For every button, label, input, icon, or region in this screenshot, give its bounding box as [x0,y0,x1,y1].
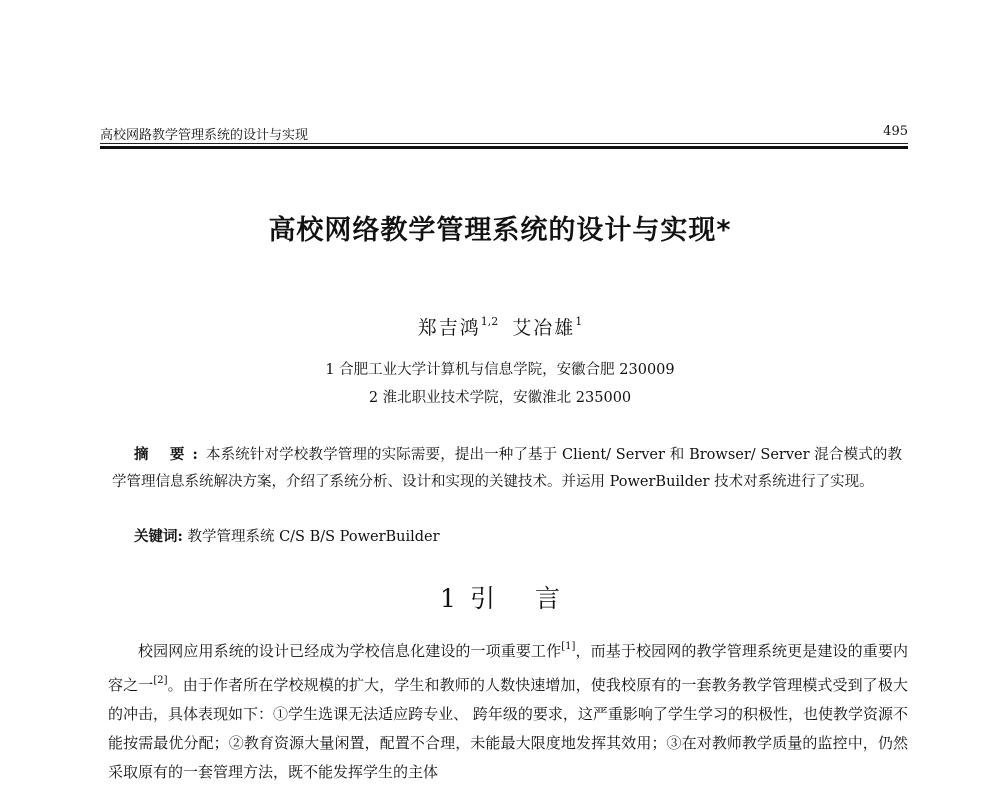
running-title: 高校网路教学管理系统的设计与实现 [100,128,309,143]
body-text-segment: 。由于作者所在学校规模的扩大，学生和教师的人数快速增加，使我校原有的一套教务教学管理模式受到了极大的冲击，具体表现如下：①学生选课无法适应跨专业、 跨年级的要求，这严重影响了学生学习的积极性，也使教学资源不能按需最优分配；②教育资源大量闲置，配置不合理，未能最大限度地发挥其效用；③在对教师教学质量的监控中，仍然采取原有的一套管理方法，既不能发挥学生的主体 [108,676,908,781]
author-line [0,313,1000,340]
section-title-part: 言 [534,584,560,613]
author-name: 郑吉鸿 [417,317,481,339]
citation-mark: [1] [561,641,576,652]
body-text-segment: 校园网应用系统的设计已经成为学校信息化建设的一项重要工作 [138,642,562,660]
header-rule-thin [100,143,908,144]
section-number: 1 [440,584,456,613]
keywords-text: 教学管理系统 C/S B/S PowerBuilder [187,529,440,545]
section-title-part: 引 [469,584,495,613]
paragraph [108,632,908,787]
affiliation: 1 合肥工业大学计算机与信息学院，安徽合肥 230009 [325,362,675,378]
header-rule-thick [100,146,908,149]
paper-title: 高校网络教学管理系统的设计与实现* [268,215,732,246]
section-heading [0,579,1000,615]
abstract-label: 摘 要: [134,446,206,463]
abstract [112,441,902,496]
keywords-label: 关键词: [134,528,183,545]
body-text-segment: ，而基于校园网的教学管理系统更是建设的重要内容之一 [108,642,908,694]
body-paragraph [108,632,908,787]
author-name: 艾冶雄 [512,317,576,339]
page-number: 495 [883,124,908,139]
abstract-text: 本系统针对学校教学管理的实际需要，提出一种了基于 Client/ Server 和 Browser/ Server 混合模式的教学管理信息系统解决方案，介绍了系统分析、设计和实现的关键技术。并运用 PowerBuilder 技术对系统进行了实现。 [112,447,902,490]
keywords [134,525,914,546]
author-affiliation-mark: 1,2 [480,315,499,328]
author-affiliation-mark: 1 [575,315,583,328]
affiliation: 2 淮北职业技术学院，安徽淮北 235000 [368,390,632,406]
citation-mark: [2] [153,675,168,686]
